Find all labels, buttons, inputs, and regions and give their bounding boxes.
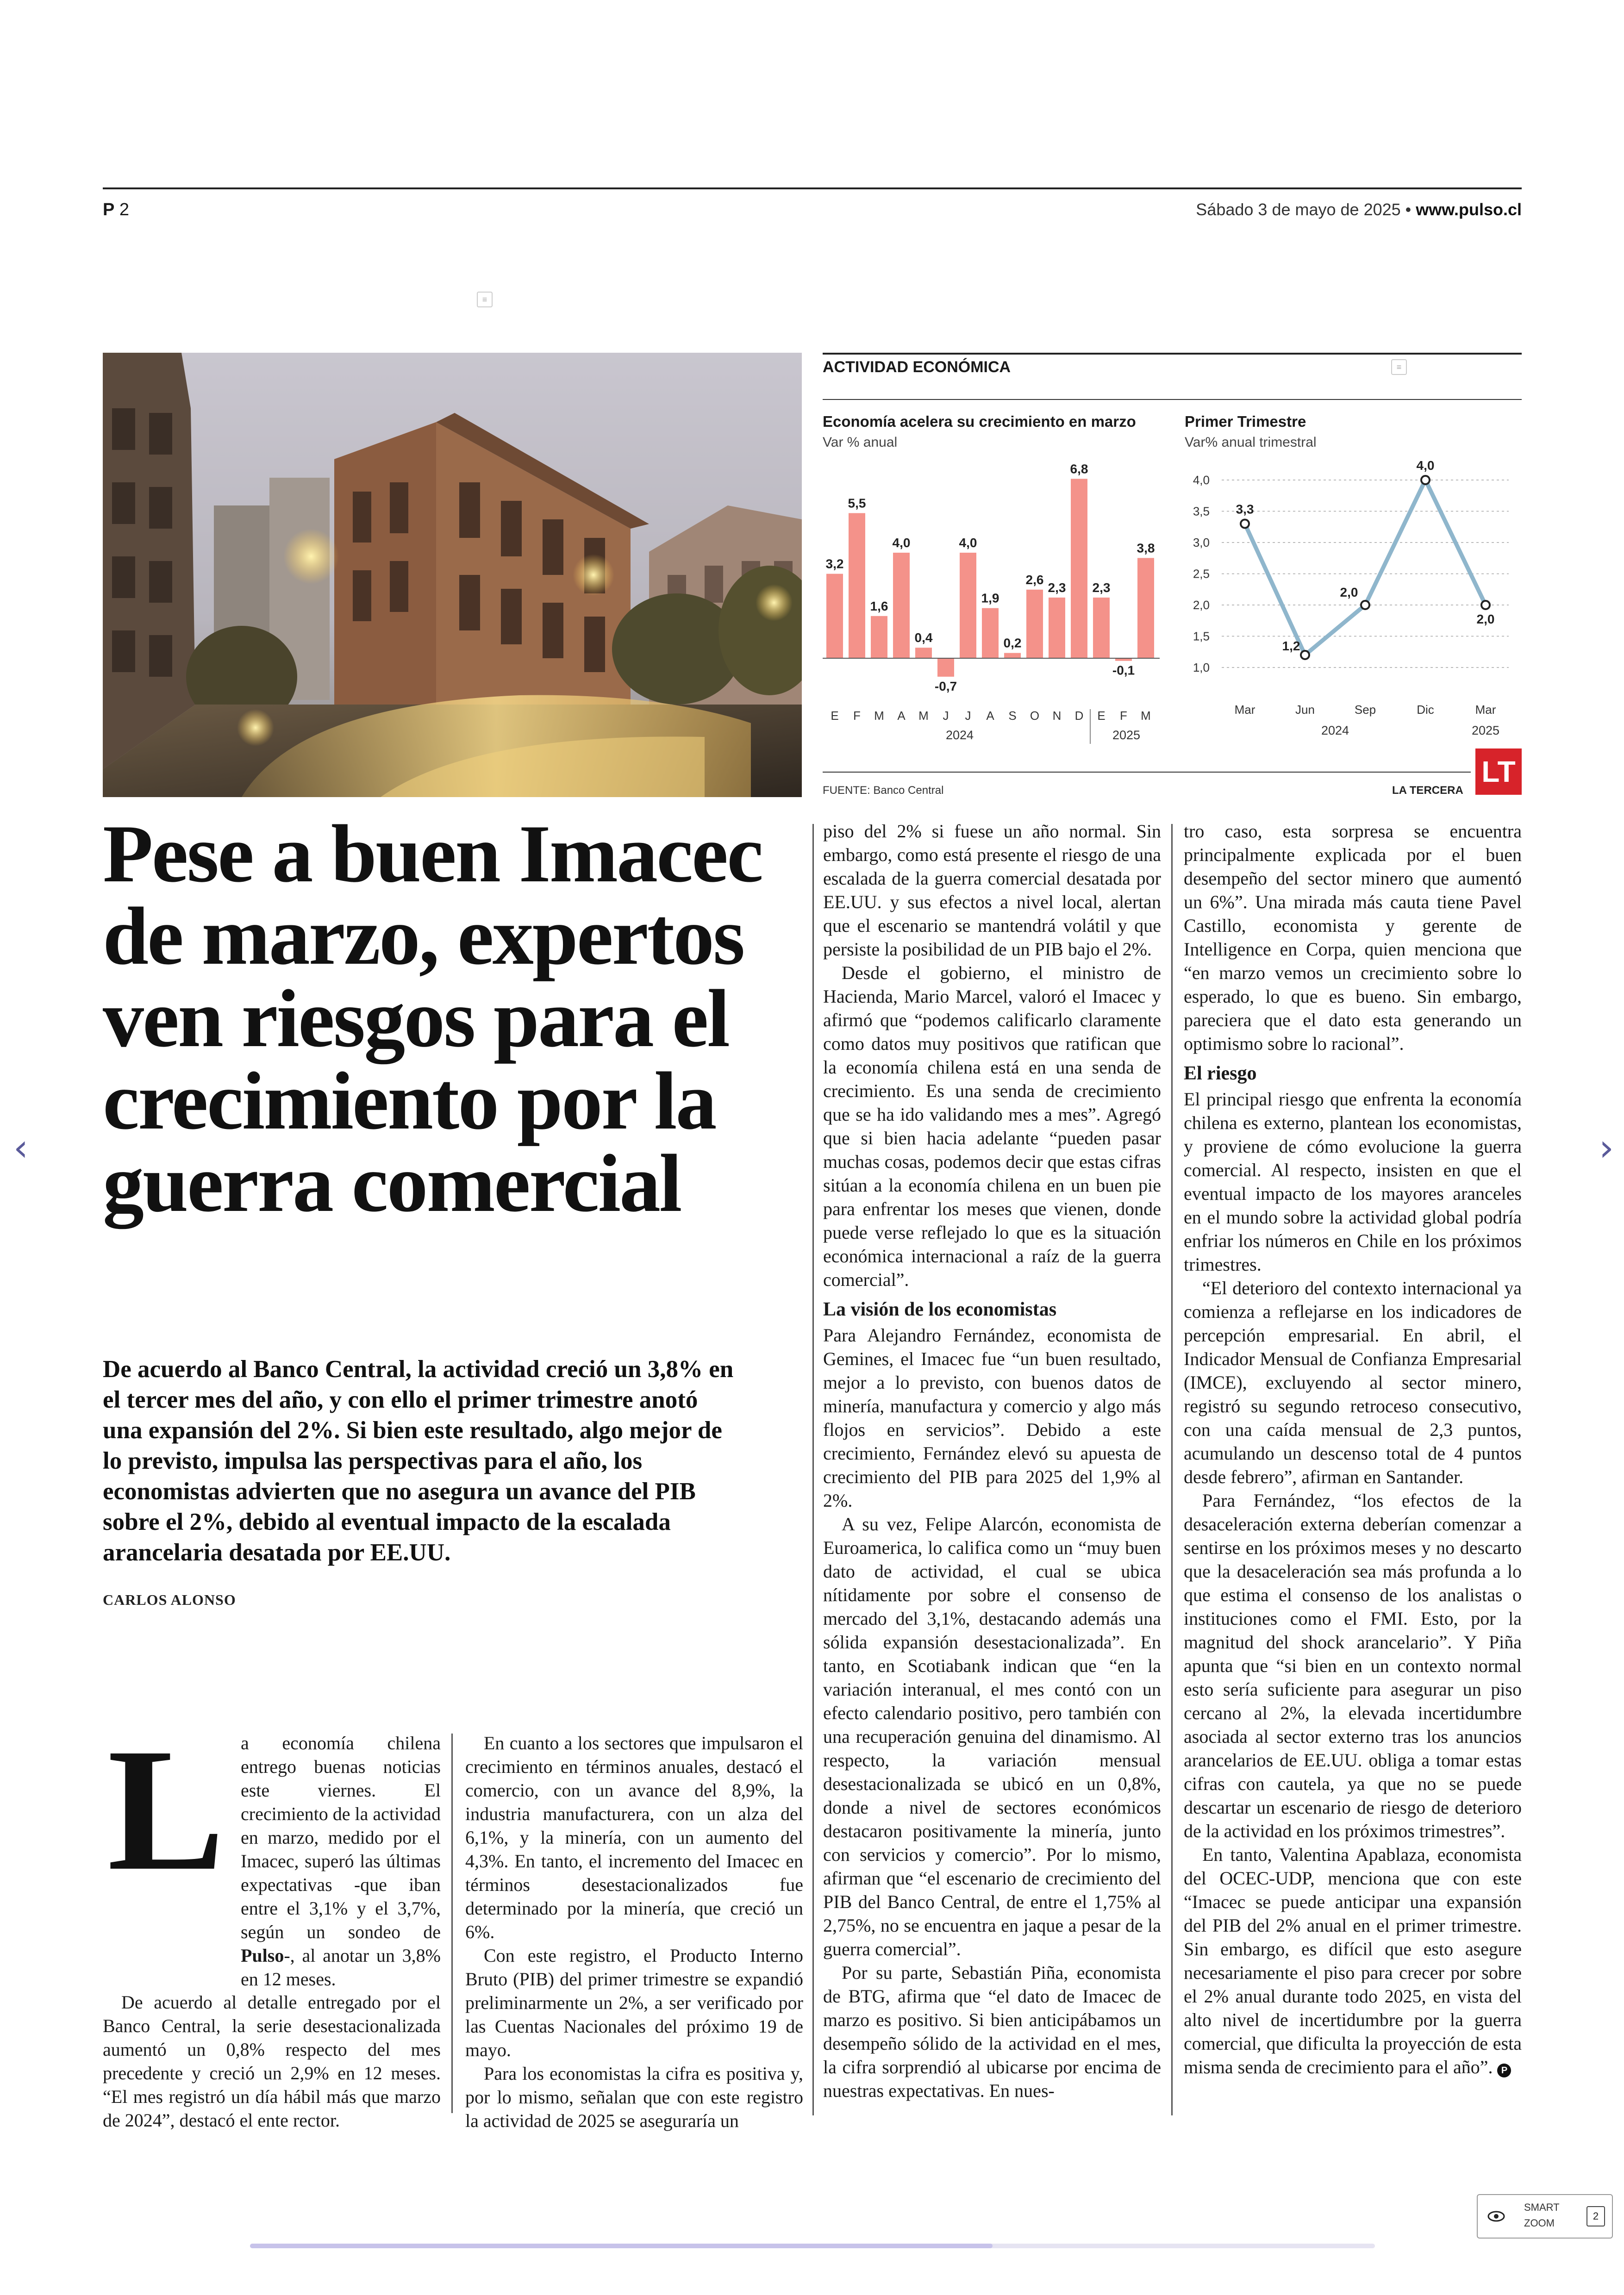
column-divider — [1171, 824, 1173, 2115]
paragraph: Por su parte, Sebastián Piña, economista de BTG, afirma que “el dato de Imacec de marzo es positivo. Si bien anticipábamos un desempeño sólido de la actividad en el mes, la cifra sorprendió al ubicarse por encima de nuestras expectativas. En nues- — [823, 1962, 1161, 2101]
tick-label: F — [853, 709, 861, 723]
line-chart-subtitle: Var% anual trimestral — [1185, 435, 1317, 450]
tick-label: Jun — [1295, 703, 1315, 717]
chart-section — [823, 353, 1522, 804]
tick-label: J — [965, 709, 971, 723]
paragraph: Para Alejandro Fernández, economista de Gemines, el Imacec fue “un buen resultado, mejor a lo previsto, con buenos datos de minería, manufactura y comercio y algo más flojos en servicios”. Debido a este crecimiento, Fernández elevó su apuesta de crecimiento del PIB para 2025 del 1,9% al 2%. — [823, 1325, 1161, 1511]
data-label: 6,8 — [1070, 461, 1088, 476]
tick-label: E — [831, 709, 839, 723]
paragraph: En cuanto a los sectores que impulsaron el crecimiento en términos anuales, destacó el comercio, con un avance del 8,9%, la industria manufacturera, con un alza del 6,1%, y la minería, con un aumento del 4,3%. En tanto, el incremento del Imacec en términos desestacionalizados fue determinado por la minería, que creció un 6%. — [465, 1733, 803, 1942]
bar-chart-title: Economía acelera su crecimiento en marzo — [823, 413, 1136, 430]
la-tercera-logo: LT — [1475, 748, 1522, 795]
article-column-2 — [465, 1731, 803, 2133]
y-tick-label: 3,5 — [1193, 504, 1210, 518]
tick-label: A — [897, 709, 906, 723]
data-label: 5,5 — [848, 496, 866, 511]
data-label: 3,8 — [1137, 541, 1155, 555]
chart-kicker: ACTIVIDAD ECONÓMICA — [823, 358, 1011, 376]
article-photo — [103, 353, 802, 797]
data-label: 2,0 — [1476, 612, 1495, 626]
data-label: 0,4 — [914, 630, 933, 645]
data-point — [1361, 601, 1369, 609]
paragraph: “El deterioro del contexto internacional ya comienza a reflejarse en los indicadores de percepción empresarial. En abril, el Indicador Mensual de Confianza Empresarial (IMCE), excluyendo al sector minero, registró su segundo retroceso consecutivo, con una caída mensual de 2,3 puntos, acumulando un descenso total de 4 puntos desde febrero”, afirman en Santander. — [1184, 1278, 1522, 1487]
bar — [937, 658, 954, 677]
bar — [826, 574, 843, 658]
page-number: P 2 — [103, 200, 130, 219]
bar — [893, 553, 910, 658]
tick-label: Dic — [1417, 703, 1434, 717]
data-label: 1,6 — [870, 599, 888, 613]
tick-label: M — [918, 709, 929, 723]
line-chart-title: Primer Trimestre — [1185, 413, 1306, 430]
y-tick-label: 1,5 — [1193, 629, 1210, 643]
article-lead: De acuerdo al Banco Central, la actividad creció un 3,8% en el tercer mes del año, y con ello el primer trimestre anotó una expansión del 2%. Si bien este resultado, algo mejor de lo previsto, impulsa las perspectivas para el año, los economistas advierten que no asegura un avance del PIB sobre el 2%, debido al eventual impacto de la escalada arancelaria desatada por EE.UU. — [103, 1356, 734, 1566]
article-column-1-top — [241, 1731, 441, 1991]
byline: CARLOS ALONSO — [103, 1591, 236, 1608]
smart-zoom-button[interactable] — [1477, 2194, 1613, 2239]
year-label: 2025 — [1112, 728, 1141, 742]
bar — [1026, 590, 1043, 658]
article-column-3 — [823, 819, 1161, 2102]
tick-label: M — [1141, 709, 1151, 723]
data-point — [1301, 651, 1309, 659]
data-label: 1,9 — [981, 591, 999, 605]
y-tick-label: 3,0 — [1193, 536, 1210, 549]
paragraph: Para Fernández, “los efectos de la desaceleración externa deberían comenzar a sentirse en los próximos meses y no descarto que la desaceleración sea más profunda a lo que estima el consenso de los analistas o instituciones como el FMI. Esto, por la magnitud del shock arancelario”. Y Piña apunta que “si bien en un contexto normal esto sería suficiente para asegurar un piso cercano al 2%, la elevada incertidumbre asociada al sector externo tras los anuncios arancelarios de EE.UU. obliga a tomar estas cifras con cautela, ya que no se puede descartar un escenario de riesgo de deterioro de la actividad en los próximos trimestres”. — [1184, 1490, 1522, 1841]
page-badge: 2 — [1587, 2206, 1605, 2226]
data-label: 2,3 — [1092, 580, 1111, 595]
chart-brand: LA TERCERA — [1392, 784, 1463, 797]
tick-label: Mar — [1234, 703, 1255, 717]
column-divider — [451, 1734, 453, 2113]
data-label: 4,0 — [959, 536, 977, 550]
data-label: 3,3 — [1236, 502, 1254, 517]
bar — [1137, 558, 1154, 658]
bar — [1004, 653, 1021, 658]
tick-label: Sep — [1354, 703, 1376, 717]
data-point — [1421, 476, 1430, 484]
data-label: 0,2 — [1003, 636, 1022, 650]
data-point — [1481, 601, 1490, 609]
eye-icon — [1487, 2209, 1505, 2223]
page-progress-fill — [250, 2244, 993, 2248]
y-tick-label: 2,0 — [1193, 598, 1210, 612]
article-headline: Pese a buen Imacec de marzo, expertos ven riesgos para el crecimiento por la guerra comercial — [103, 808, 762, 1229]
year-label: 2025 — [1471, 723, 1500, 737]
prev-page-arrow[interactable]: ‹ — [13, 1126, 28, 1169]
bar — [871, 616, 887, 658]
chart-kicker-rule — [823, 399, 1522, 400]
paragraph: Con este registro, el Producto Interno Bruto (PIB) del primer trimestre se expandió preliminarmente un 2%, a ser verificado por las Cuentas Nacionales del próximo 19 de mayo. — [465, 1945, 803, 2060]
paragraph: a economía chilena entrego buenas noticias este viernes. El crecimiento de la actividad en marzo, medido por el Imacec, superó las últimas expectativas -que iban entre el 3,1% y el 3,7%, según un sondeo de Pulso-, al anotar un 3,8% en 12 meses. — [241, 1733, 441, 1989]
y-tick-label: 1,0 — [1193, 661, 1210, 674]
next-page-arrow[interactable]: › — [1599, 1126, 1614, 1169]
chart-source: FUENTE: Banco Central — [823, 784, 944, 797]
y-tick-label: 4,0 — [1193, 473, 1210, 487]
bar-chart-subtitle: Var % anual — [823, 435, 898, 450]
header-date: Sábado 3 de mayo de 2025 • www.pulso.cl — [1196, 200, 1522, 219]
article-column-4 — [1184, 819, 1522, 2079]
bar-chart — [823, 457, 1174, 772]
data-label: -0,1 — [1112, 663, 1135, 678]
tick-label: F — [1120, 709, 1127, 723]
paragraph: Para los economistas la cifra es positiva y, por lo mismo, señalan que con este registro la actividad de 2025 se aseguraría un — [465, 2063, 803, 2131]
dropcap: L — [107, 1712, 225, 1907]
tick-label: E — [1097, 709, 1106, 723]
smart-zoom-label: ZOOM — [1524, 2217, 1555, 2229]
data-label: 1,2 — [1282, 639, 1300, 653]
y-tick-label: 2,5 — [1193, 567, 1210, 581]
data-label: 3,2 — [825, 556, 844, 571]
top-rule — [103, 187, 1522, 189]
chart-top-rule — [823, 353, 1522, 355]
data-point — [1241, 520, 1249, 528]
subheading: El riesgo — [1184, 1063, 1257, 1084]
tick-label: M — [874, 709, 884, 723]
smart-zoom-label: SMART — [1524, 2201, 1560, 2213]
data-label: 4,0 — [892, 536, 911, 550]
tick-label: N — [1052, 709, 1062, 723]
data-label: 2,0 — [1340, 585, 1358, 599]
article-column-1 — [103, 1990, 441, 2132]
chart-bottom-rule — [823, 772, 1471, 773]
tick-label: Mar — [1475, 703, 1496, 717]
subheading: La visión de los economistas — [823, 1299, 1057, 1320]
tick-label: J — [943, 709, 949, 723]
paragraph: El principal riesgo que enfrenta la economía chilena es externo, plantean los economistas, y proviene de cómo evolucione la guerra comercial. Al respecto, insisten en que el eventual impacto de los mayores aranceles en el mundo sobre la actividad global podría enfriar los números en Chile en los próximos trimestres. — [1184, 1089, 1522, 1275]
paragraph: tro caso, esta sorpresa se encuentra principalmente explicada por el buen desempeño del sector minero que aumentó un 6%”. Una mirada más cauta tiene Pavel Castillo, economista y gerente de Intelligence en Corpa, quien menciona que “en marzo vemos un crecimiento sobre lo esperado, lo que es bueno. Sin embargo, pareciera que el dato esta generando un optimismo sobre lo racional”. — [1184, 821, 1522, 1054]
clip-marker-icon[interactable]: ≡ — [1391, 359, 1407, 375]
tick-label: A — [986, 709, 994, 723]
tick-label: D — [1074, 709, 1084, 723]
bar — [1049, 598, 1065, 658]
data-label: 2,3 — [1048, 580, 1066, 595]
year-label: 2024 — [1321, 723, 1349, 737]
tick-label: O — [1030, 709, 1040, 723]
data-label: 2,6 — [1025, 572, 1044, 587]
end-mark-icon: P — [1497, 2064, 1511, 2077]
bar — [1093, 598, 1110, 658]
year-label: 2024 — [945, 728, 974, 742]
column-divider — [812, 824, 814, 2115]
clip-marker-icon[interactable]: ≡ — [477, 292, 493, 307]
paragraph: Desde el gobierno, el ministro de Hacienda, Mario Marcel, valoró el Imacec y afirmó que “podemos calificarlo claramente como datos muy positivos que ratifican que la economía chilena está en una senda de crecimiento. Es una senda de crecimiento que se ha ido validando mes a mes”. Agregó que si bien hacia adelante “pueden pasar muchas cosas, podemos decir que estas cifras sitúan a la economía chilena en un buen pie para enfrentar los meses que vienen, donde puede verse reflejado lo que es la situación económica internacional a raíz de la guerra comercial”. — [823, 962, 1161, 1290]
tick-label: S — [1008, 709, 1017, 723]
paragraph: piso del 2% si fuese un año normal. Sin embargo, como está presente el riesgo de una escalada de la guerra comercial desatada por EE.UU. y sus efectos a nivel local, alertan que el escenario se mantendrá volátil y que persiste la posibilidad de un PIB bajo el 2%. — [823, 821, 1161, 960]
data-label: 4,0 — [1416, 458, 1435, 473]
bar — [960, 553, 976, 658]
bar — [1071, 479, 1087, 658]
paragraph: En tanto, Valentina Apablaza, economista del OCEC-UDP, menciona que con este “Imacec se puede anticipar una expansión del PIB del 2% anual en el primer trimestre. Sin embargo, es difícil que esto asegure necesariamente el piso para crecer por sobre el 2% anual durante todo 2025, en vista del alto nivel de incertidumbre por la guerra comercial, que dificulta la proyección de esta misma senda de crecimiento para el año”. P — [1184, 1844, 1522, 2077]
line-chart — [1185, 457, 1518, 772]
building-photo-illustration — [103, 353, 802, 797]
bar — [849, 513, 865, 659]
data-label: -0,7 — [934, 679, 957, 693]
series-line — [1245, 480, 1486, 655]
paragraph: A su vez, Felipe Alarcón, economista de Euroamerica, lo califica como un “muy buen dato de actividad, el cual se ubica nítidamente por sobre el consenso de mercado del 3,1%, destacando además una sólida expansión desestacionalizada”. En tanto, en Scotiabank indican que “en la variación interanual, el mes contó con un efecto calendario positivo, pero también con una recuperación genuina del dinamismo. Al respecto, la variación mensual desestacionalizada se ubicó en un 0,8%, donde a nivel de sectores económicos destacaron positivamente la minería, junto con servicios y comercio”. Por lo mismo, afirman que “el escenario de crecimiento del PIB del Banco Central, de entre el 1,75% al 2,75%, no se encuentra en jaque a pesar de la guerra comercial”. — [823, 1514, 1161, 1959]
page-progress-bar[interactable] — [250, 2244, 1375, 2248]
bar — [982, 608, 999, 658]
paragraph: De acuerdo al detalle entregado por el Banco Central, la serie desestacionalizada aumentó un 0,8% respecto del mes precedente y creció un 2,9% en 12 meses. “El mes registró un día hábil más que marzo de 2024”, destacó el ente rector. — [103, 1992, 441, 2131]
bar — [915, 648, 932, 658]
brand-name: Pulso — [241, 1945, 284, 1966]
